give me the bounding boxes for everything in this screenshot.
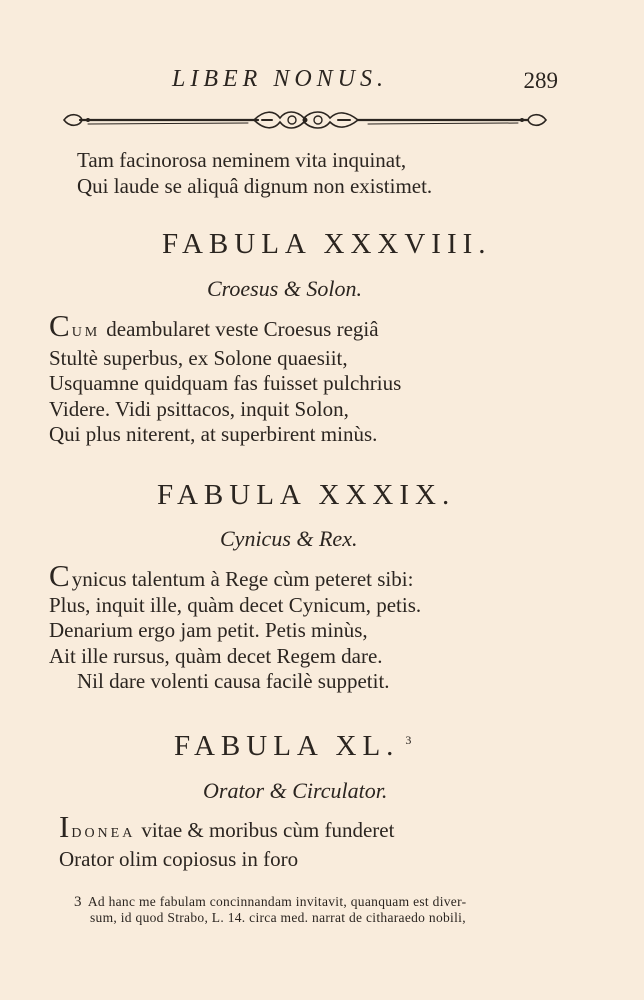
drop-cap: I	[59, 809, 70, 844]
small-caps: UM	[71, 325, 101, 340]
drop-cap: C	[49, 308, 70, 343]
footnote-number: 3	[74, 894, 82, 910]
verse-line: Nil dare volenti causa facilè suppetit.	[77, 669, 390, 693]
verse-first-line	[49, 558, 421, 593]
fable-heading	[174, 730, 417, 763]
verse-line: Denarium ergo jam petit. Petis minùs,	[49, 618, 368, 642]
verse-line: Plus, inquit ille, quàm decet Cynicum, petis.	[49, 592, 422, 617]
fable-subtitle: Croesus & Solon.	[207, 276, 363, 301]
fable-heading: FABULA XXXVIII.	[162, 228, 492, 260]
footnote-text: Ad hanc me fabulam concinnandam invitavit, quanquam est diver-	[87, 894, 467, 909]
fable-verse	[49, 558, 422, 695]
intro-verse	[77, 148, 432, 199]
footnote-line: sum, id quod Strabo, L. 14. circa med. narrat de citharaedo nobili,	[90, 910, 466, 925]
running-title: LIBER NONUS.	[172, 66, 388, 92]
ornamental-rule-icon	[58, 108, 552, 134]
verse-text: deambularet veste Croesus regiâ	[106, 317, 379, 341]
fable-subtitle: Cynicus & Rex.	[220, 526, 358, 551]
fable-heading: FABULA XXXIX.	[157, 479, 456, 511]
verse-line: Stultè superbus, ex Solone quaesiit,	[49, 345, 348, 370]
verse-line: Qui plus niterent, at superbirent minùs.	[49, 422, 378, 446]
fable-heading-text: FABULA XL.	[174, 730, 400, 762]
verse-line: Usquamne quidquam fas fuisset pulchrius	[49, 371, 402, 395]
fable-verse	[59, 809, 395, 872]
verse-first-line	[59, 809, 395, 847]
footnote-line	[74, 894, 564, 910]
page-number: 289	[523, 68, 558, 93]
small-caps: DONEA	[71, 826, 136, 841]
drop-cap: C	[49, 558, 70, 593]
footnote-mark: 3	[405, 733, 418, 748]
footnote	[74, 894, 564, 926]
fable-subtitle: Orator & Circulator.	[203, 778, 388, 803]
fable-verse	[49, 308, 402, 448]
running-head	[60, 62, 560, 98]
verse-line: Tam facinorosa neminem vita inquinat,	[77, 148, 407, 172]
verse-line: Videre. Vidi psittacos, inquit Solon,	[49, 396, 349, 421]
verse-first-line	[49, 308, 401, 346]
verse-line: Ait ille rursus, quàm decet Regem dare.	[49, 643, 383, 668]
verse-line: Orator olim copiosus in foro	[59, 846, 299, 871]
verse-text: vitae & moribus cùm funderet	[141, 818, 395, 842]
verse-line: Qui laude se aliquâ dignum non existimet.	[77, 173, 433, 198]
verse-text: ynicus talentum à Rege cùm peteret sibi:	[71, 567, 414, 591]
